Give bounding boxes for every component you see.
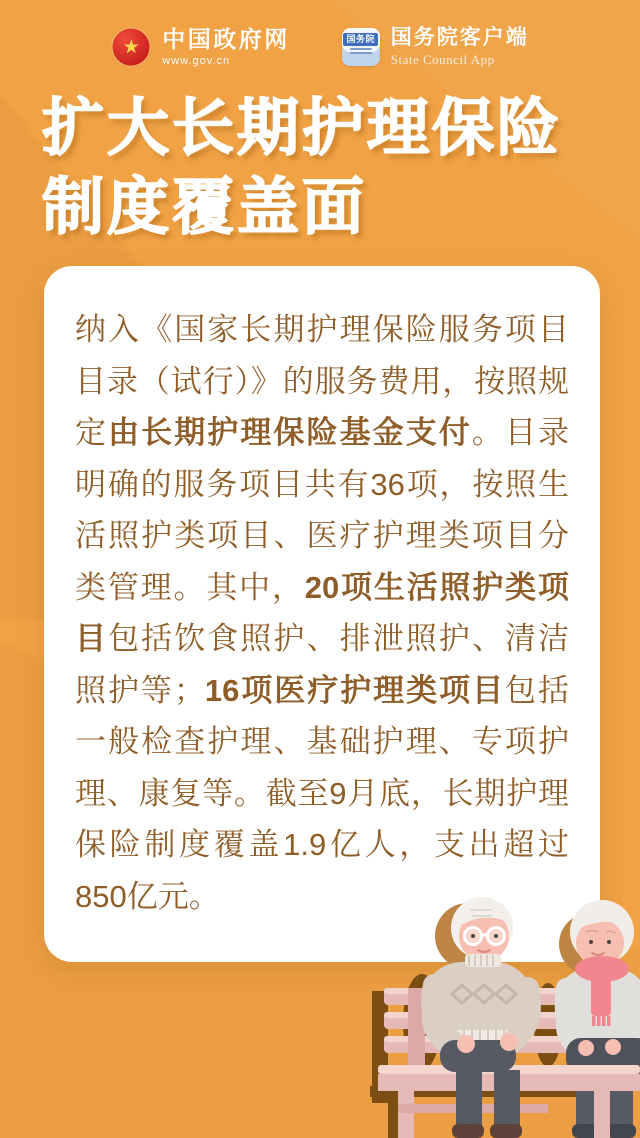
page-title-line1: 扩大长期护理保险	[42, 94, 563, 163]
highlight-text: 20项生活照护类项目	[75, 569, 570, 656]
body-text: 包括一般检查护理、基础护理、专项护理、康复等。截至9月底，长期护理保险制度覆盖1.9亿人，支出超过850亿元。	[75, 672, 570, 914]
app-logo	[342, 26, 529, 68]
content-card	[44, 266, 600, 962]
app-logo-subtitle: State Council App	[390, 52, 495, 68]
page-title	[42, 90, 622, 247]
app-logo-title: 国务院客户端	[390, 26, 529, 49]
gov-logo-subtitle: www.gov.cn	[162, 55, 231, 68]
elderly-couple-illustration	[370, 890, 640, 1138]
page-title-line2: 制度覆盖面	[42, 172, 368, 242]
state-council-app-icon	[342, 28, 380, 66]
body-text: 。目录明确的服务项目共有36项，按照生活照护类项目、医疗护理类项目分类管理。其中，	[75, 415, 570, 605]
highlight-text: 16项医疗护理类项目	[204, 672, 506, 708]
gov-logo	[111, 27, 290, 67]
gov-logo-title: 中国政府网	[162, 25, 290, 52]
body-text: 纳入《国家长期护理保险服务项目目录（试行）》的服务费用，按照规定	[75, 312, 569, 450]
highlight-text: 由长期护理保险基金支付	[108, 415, 472, 450]
header	[0, 26, 640, 68]
national-emblem-icon: ★	[111, 27, 151, 67]
body-paragraph	[75, 304, 569, 922]
body-text: 包括饮食照护、排泄照护、清洁照护等；	[75, 621, 570, 708]
app-icon-label: 国务院	[343, 33, 378, 46]
